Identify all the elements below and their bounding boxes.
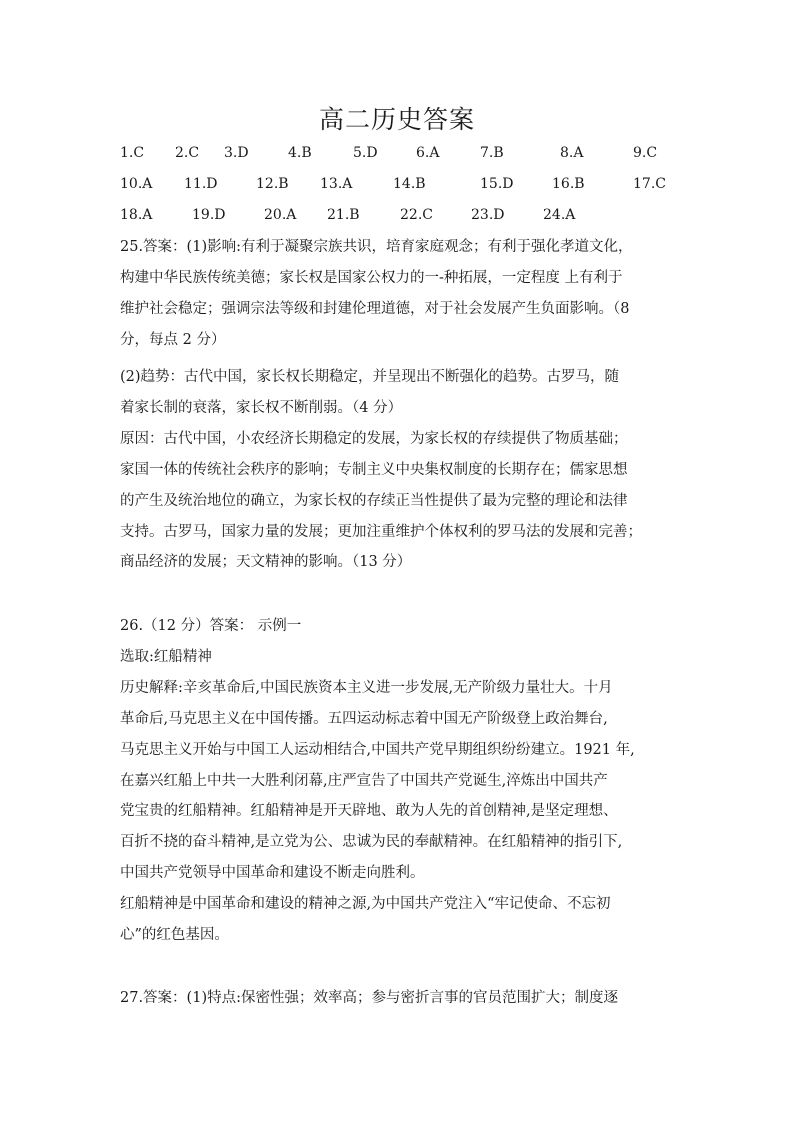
mcq-answer: 14.B xyxy=(393,176,426,192)
answer-line: 中国共产党领导中国革命和建设不断走向胜利。 xyxy=(120,865,425,881)
mcq-answer: 3.D xyxy=(224,145,249,161)
answer-line: 支持。古罗马，国家力量的发展；更加注重维护个体权利的罗马法的发展和完善； xyxy=(120,524,642,540)
answer-line: 25.答案：(1)影响:有利于凝聚宗族共识，培育家庭观念；有利于强化孝道文化， xyxy=(120,239,633,255)
mcq-answer: 9.C xyxy=(633,145,658,161)
mcq-answer: 23.D xyxy=(471,207,505,223)
answer-line: 红船精神是中国革命和建设的精神之源,为中国共产党注入“牢记使命、不忘初 xyxy=(120,896,611,912)
answer-line: 27.答案：(1)特点:保密性强；效率高；参与密折言事的官员范围扩大；制度逐 xyxy=(120,990,618,1006)
mcq-answer: 10.A xyxy=(120,176,153,192)
page-title: 高二历史答案 xyxy=(318,105,475,134)
answer-line: 选取:红船精神 xyxy=(120,649,212,665)
mcq-answer: 2.C xyxy=(175,145,200,161)
answer-line: 百折不挠的奋斗精神,是立党为公、忠诚为民的奉献精神。在红船精神的指引下, xyxy=(120,834,623,850)
mcq-answer: 11.D xyxy=(184,176,218,192)
answer-line: 分，每点 2 分） xyxy=(120,332,226,348)
mcq-answer: 4.B xyxy=(288,145,312,161)
mcq-answer: 6.A xyxy=(416,145,440,161)
mcq-answer: 8.A xyxy=(560,145,584,161)
answer-line: 维护社会稳定；强调宗法等级和封建伦理道德，对于社会发展产生负面影响。（8 xyxy=(120,301,630,317)
mcq-answer: 18.A xyxy=(120,207,153,223)
mcq-answer: 1.C xyxy=(120,145,145,161)
answer-line: 心”的红色基因。 xyxy=(120,927,229,943)
answer-line: 历史解释:辛亥革命后,中国民族资本主义进一步发展,无产阶级力量壮大。十月 xyxy=(120,680,613,696)
answer-line: 构建中华民族传统美德；家长权是国家公权力的一-种拓展，一定程度 上有利于 xyxy=(120,270,623,286)
mcq-answer: 12.B xyxy=(256,176,289,192)
answer-line: (2)趋势：古代中国，家长权长期稳定，并呈现出不断强化的趋势。古罗马，随 xyxy=(120,369,620,385)
mcq-answer: 5.D xyxy=(353,145,378,161)
answer-line: 家国一体的传统社会秩序的影响；专制主义中央集权制度的长期存在；儒家思想 xyxy=(120,462,628,478)
answer-line: 商品经济的发展；天文精神的影响。（13 分） xyxy=(120,554,412,570)
answer-line: 的产生及统治地位的确立，为家长权的存续正当性提供了最为完整的理论和法律 xyxy=(120,493,628,509)
answer-line: 马克思主义开始与中国工人运动相结合,中国共产党早期组织纷纷建立。1921 年, xyxy=(120,742,635,758)
answer-line: 着家长制的衰落，家长权不断削弱。（4 分） xyxy=(120,400,403,416)
mcq-answer: 24.A xyxy=(543,207,576,223)
mcq-answer: 21.B xyxy=(327,207,360,223)
mcq-answer: 22.C xyxy=(400,207,433,223)
answer-line: 革命后,马克思主义在中国传播。五四运动标志着中国无产阶级登上政治舞台, xyxy=(120,711,608,727)
answer-line: 26.（12 分）答案： 示例一 xyxy=(120,618,302,634)
mcq-answer: 16.B xyxy=(552,176,585,192)
mcq-answer: 19.D xyxy=(192,207,226,223)
mcq-answer: 15.D xyxy=(480,176,514,192)
mcq-answer: 17.C xyxy=(633,176,666,192)
answer-line: 原因：古代中国，小农经济长期稳定的发展，为家长权的存续提供了物质基础； xyxy=(120,431,628,447)
answer-line: 在嘉兴红船上中共一大胜利闭幕,庄严宣告了中国共产党诞生,淬炼出中国共产 xyxy=(120,773,608,789)
mcq-answer: 7.B xyxy=(480,145,504,161)
mcq-answer: 13.A xyxy=(320,176,353,192)
answer-line: 党宝贵的红船精神。红船精神是开天辟地、敢为人先的首创精神,是坚定理想、 xyxy=(120,803,618,819)
mcq-answer: 20.A xyxy=(264,207,297,223)
